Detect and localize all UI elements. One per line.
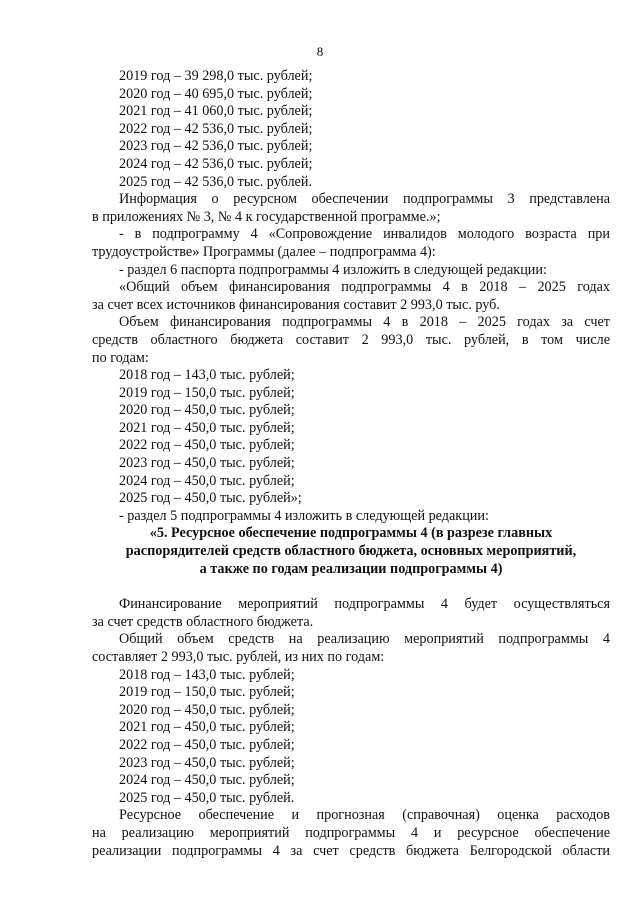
year-line: 2025 год – 42 536,0 тыс. рублей. [119,173,312,190]
year-line: 2023 год – 450,0 тыс. рублей; [119,455,295,472]
years-list-subprogram-4-passport [92,367,610,508]
years-list-subprogram-4-section-5 [92,667,610,808]
section-6-paragraph: - раздел 6 паспорта подпрограммы 4 изложить в следующей редакции: [119,261,547,278]
year-line: 2023 год – 42 536,0 тыс. рублей; [119,138,313,155]
volume-paragraph-line: Общий объем средств на реализацию мероприятий подпрограммы 4 [119,631,610,648]
resource-paragraph-line: реализации подпрограммы 4 за счет средств бюджета Белгородской области [92,842,610,859]
total-funding-line: за счет всех источников финансирования составит 2 993,0 тыс. руб. [92,296,500,313]
resource-paragraph-line: Ресурсное обеспечение и прогнозная (справочная) оценка расходов [119,807,610,824]
volume-paragraph-line: составляет 2 993,0 тыс. рублей, из них по годам: [92,649,385,665]
years-list-subprogram-3 [92,68,610,191]
year-line: 2022 год – 450,0 тыс. рублей; [119,437,295,454]
resource-paragraph-line: на реализацию мероприятий подпрограммы 4 и ресурсное обеспечение [92,824,610,841]
year-line: 2025 год – 450,0 тыс. рублей»; [119,490,302,507]
year-line: 2019 год – 150,0 тыс. рублей; [119,384,295,401]
spacer [92,578,610,596]
section-5-paragraph: - раздел 5 подпрограммы 4 изложить в следующей редакции: [119,507,489,524]
section-heading [92,525,610,578]
year-line: 2020 год – 450,0 тыс. рублей; [119,701,295,718]
year-line: 2022 год – 42 536,0 тыс. рублей; [119,120,313,137]
year-line: 2021 год – 450,0 тыс. рублей; [119,719,295,736]
year-line: 2018 год – 143,0 тыс. рублей; [119,666,295,683]
heading-line: а также по годам реализации подпрограммы 4) [199,560,503,577]
document-body [92,68,610,860]
subprogram-4-paragraph-line: - в подпрограмму 4 «Сопровождение инвалидов молодого возраста при [119,226,610,243]
year-line: 2024 год – 42 536,0 тыс. рублей; [119,155,313,172]
regional-funding-line: по годам: [92,349,149,366]
year-line: 2021 год – 450,0 тыс. рублей; [119,419,295,436]
year-line: 2020 год – 40 695,0 тыс. рублей; [119,85,313,102]
info-paragraph-line: Информация о ресурсном обеспечении подпрограммы 3 представлена [119,191,610,208]
year-line: 2020 год – 450,0 тыс. рублей; [119,402,295,419]
year-line: 2022 год – 450,0 тыс. рублей; [119,736,295,753]
page-number: 8 [316,44,324,59]
heading-line: «5. Ресурсное обеспечение подпрограммы 4 (в разрезе главных [149,525,553,542]
heading-line: распорядителей средств областного бюджета, основных мероприятий, [125,543,577,560]
year-line: 2024 год – 450,0 тыс. рублей; [119,772,295,789]
funding-paragraph-line: за счет средств областного бюджета. [92,613,314,630]
year-line: 2023 год – 450,0 тыс. рублей; [119,754,295,771]
subprogram-4-paragraph-line: трудоустройстве» Программы (далее – подпрограмма 4): [92,243,436,260]
year-line: 2018 год – 143,0 тыс. рублей; [119,367,295,384]
funding-paragraph-line: Финансирование мероприятий подпрограммы 4 будет осуществляться [119,596,610,613]
regional-funding-line: средств областного бюджета составит 2 993,0 тыс. рублей, в том числе [92,331,610,348]
info-paragraph-line: в приложениях № 3, № 4 к государственной программе.»; [92,208,441,225]
year-line: 2024 год – 450,0 тыс. рублей; [119,472,295,489]
year-line: 2025 год – 450,0 тыс. рублей. [119,789,295,806]
year-line: 2019 год – 39 298,0 тыс. рублей; [119,68,313,84]
year-line: 2019 год – 150,0 тыс. рублей; [119,684,295,701]
regional-funding-line: Объем финансирования подпрограммы 4 в 2018 – 2025 годах за счет [119,314,610,331]
total-funding-line: «Общий объем финансирования подпрограммы 4 в 2018 – 2025 годах [119,279,610,296]
year-line: 2021 год – 41 060,0 тыс. рублей; [119,103,313,120]
